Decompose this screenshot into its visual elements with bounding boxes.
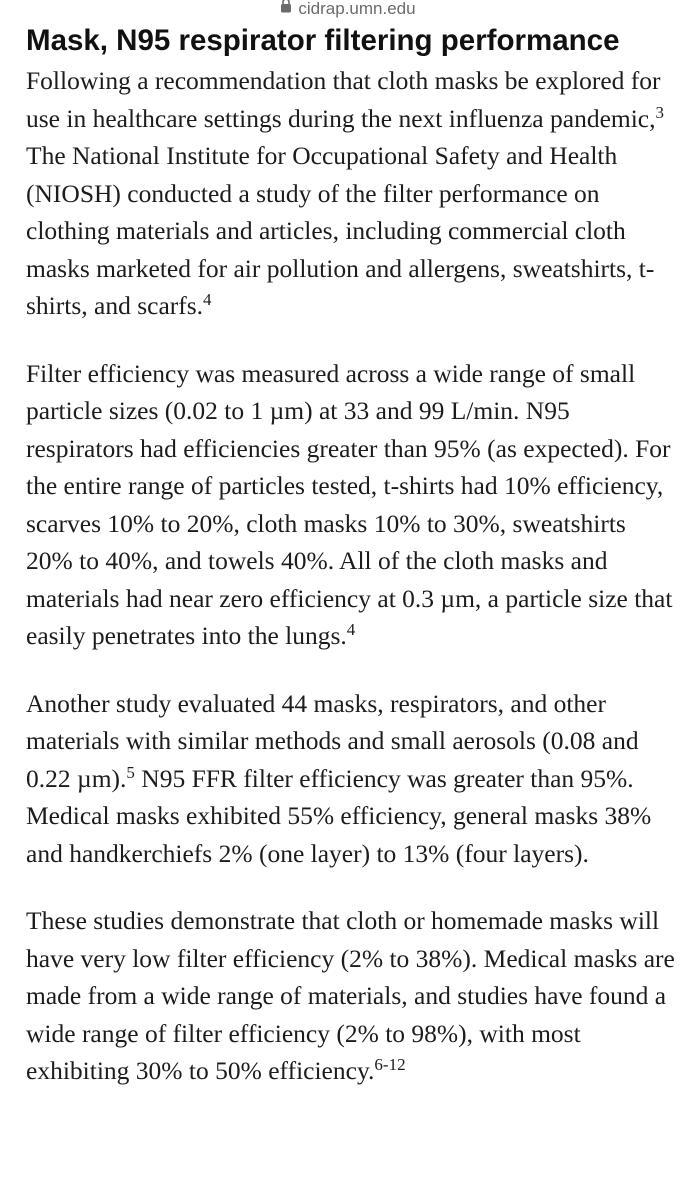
paragraph-text: Another study evaluated 44 masks, respirators, and other materials with similar methods and small aerosols (0.08 and 0.22 µm). — [26, 688, 639, 793]
citation-link[interactable]: 3 — [655, 102, 664, 122]
paragraph-niosh-study — [26, 62, 678, 325]
citation-link[interactable]: 6-12 — [374, 1055, 406, 1074]
lock-icon — [280, 0, 292, 13]
paragraph-text: Filter efficiency was measured across a wide range of small particle sizes (0.02 to 1 µm) at 33 and 99 L/min. N95 respirators had efficiencies greater than 95% (as expected). For the entire range of particles tested, t-shirts had 10% efficiency, scarves 10% to 20%, cloth masks 10% to 30%, sweatshirts 20% to 40%, and towels 40%. All of the cloth masks and materials had near zero efficiency at 0.3 µm, a particle size that easily penetrates into the lungs. — [26, 358, 673, 650]
article-body — [26, 22, 686, 1120]
paragraph-text: The National Institute for Occupational Safety and Health (NIOSH) conducted a study of the filter performance on clothing materials and articles, including commercial cloth masks marketed for air pollution and allergens, sweatshirts, t-shirts, and scarfs. — [26, 141, 655, 320]
address-bar[interactable] — [0, 0, 696, 20]
paragraph-conclusion — [26, 902, 678, 1090]
paragraph-another-study — [26, 685, 678, 873]
section-heading: Mask, N95 respirator filtering performance — [26, 24, 620, 57]
url-text: cidrap.umn.edu — [298, 0, 416, 18]
citation-link[interactable]: 4 — [203, 290, 212, 309]
citation-link[interactable]: 5 — [126, 762, 135, 782]
paragraph-text: Following a recommendation that cloth masks be explored for use in healthcare settings during the next influenza pandemic, — [26, 66, 661, 133]
paragraph-text: These studies demonstrate that cloth or homemade masks will have very low filter efficiency (2% to 38%). Medical masks are made from a wide range of materials, and studies have found a wide range of filter efficiency (2% to 98%), with most exhibiting 30% to 50% efficiency. — [26, 906, 675, 1085]
citation-link[interactable]: 4 — [346, 620, 356, 639]
paragraph-filter-efficiency — [26, 355, 678, 655]
paragraph-text: N95 FFR filter efficiency was greater than 95%. Medical masks exhibited 55% efficiency, general masks 38% and handkerchiefs 2% (one layer) to 13% (four layers). — [26, 763, 652, 868]
